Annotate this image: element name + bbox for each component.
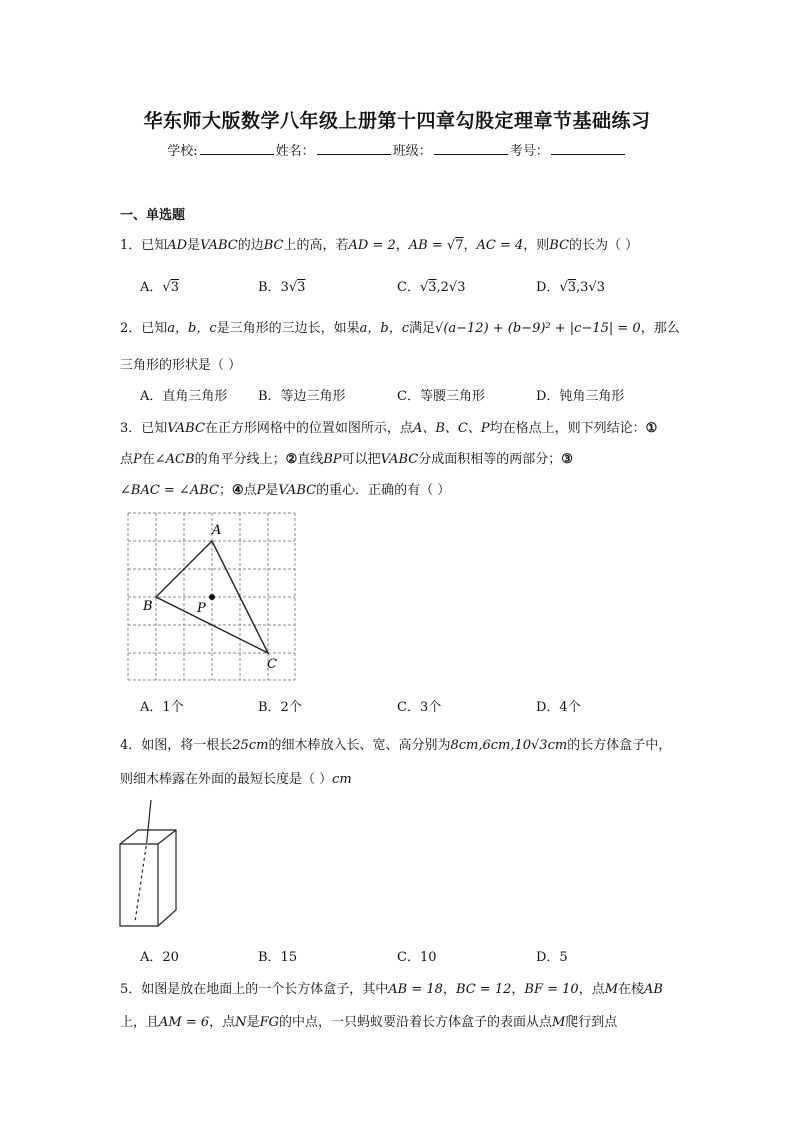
q4-length: 25cm [232,738,269,753]
q5-stem-line2 [120,1011,617,1030]
q2-option-b[interactable]: B．等边三角形 [258,389,346,404]
q3-text: 可以把 [341,452,381,467]
q3-text: 分成面积相等的两部分； [418,452,562,467]
q1-text: 上的高，若 [283,238,349,253]
q1-text: ，则 [523,238,550,253]
q2-formula: √(a−12) + (b−9)² + |c−15| = 0 [435,321,641,336]
q1-condition: AC = 4 [476,238,524,253]
q5-text: 5．如图是放在地面上的一个长方体盒子，其中 [120,982,389,997]
option-radicand: 3 [567,280,577,295]
q3-angle: ∠ACB [154,452,195,467]
q2-vars: a，b，c [359,321,410,336]
q5-stem-line1 [120,978,663,997]
q1-option-c[interactable] [397,276,466,295]
q1-sep: ， [395,238,409,253]
q1-option-d[interactable] [536,276,605,295]
q5-sep: ， [442,982,456,997]
q4-option-c[interactable]: C．10 [397,950,437,965]
sqrt-icon: √ [446,238,456,253]
q3-text: 的角平分线上； [194,452,286,467]
q5-text: ，点 [578,982,605,997]
q5-var: AB [644,982,663,997]
q3-option-c[interactable]: C．3个 [397,700,442,715]
q3-text: 均在格点上，则下列结论： [489,421,646,436]
label-c: C [267,657,277,672]
q2-text: ，那么 [640,321,680,336]
option-label: A． [140,280,163,295]
q4-box-figure [118,798,182,928]
name-label: 姓名： [275,144,315,159]
q5-text: 上，且 [120,1015,160,1030]
q3-option-d[interactable]: D．4个 [536,700,581,715]
q1-sep: ， [463,238,477,253]
q3-triangle: VABC [380,452,419,467]
q5-var: FG [259,1015,279,1030]
q2-option-c[interactable]: C．等腰三角形 [397,389,485,404]
q1-text: 1．已知 [120,238,168,253]
q3-grid-figure [127,512,297,684]
student-info-line [0,140,794,159]
q1-option-b[interactable] [258,276,305,295]
q3-option-b[interactable]: B．2个 [258,700,302,715]
q3-var: BP [323,452,342,467]
q2-text: 2．已知 [120,321,168,336]
q5-text: 是 [246,1015,260,1030]
q1-var: BC [263,238,284,253]
q3-triangle: VABC [278,483,317,498]
q1-condition: AD = 2 [348,238,396,253]
q4-text: 的细木棒放入长、宽、高分别为 [268,738,451,753]
sqrt-icon: √ [288,280,298,295]
q3-text: 在正方形网格中的位置如图所示，点 [204,421,413,436]
stick-visible [147,800,151,840]
q3-text: 在 [141,452,155,467]
section-title: 一、单选题 [120,208,186,223]
q3-text: 的重心．正确的有（ ） [316,483,451,498]
q2-text: 满足 [409,321,436,336]
q3-text: ； [218,483,232,498]
q3-marker: ④ [231,483,244,498]
q5-text: 在棱 [618,982,645,997]
q5-condition: AB = 18 [388,982,443,997]
q1-var: BC [549,238,570,253]
q5-condition: AM = 6 [159,1015,210,1030]
label-a: A [212,523,222,538]
option-radicand: 3 [170,280,179,295]
q3-var: P [256,483,266,498]
q5-text: 的中点，一只蚂蚁要沿着长方体盒子的表面从点 [278,1015,552,1030]
q3-text: 3．已知 [120,421,168,436]
q4-stem-line2 [120,768,352,787]
q3-text: 直线 [297,452,324,467]
stick-hidden [135,840,147,922]
q1-text: 的边 [237,238,264,253]
q3-marker: ② [285,452,298,467]
q5-text: 爬行到点 [565,1015,618,1030]
sqrt-icon: √ [162,280,171,295]
q3-stem-line2 [120,448,573,467]
q5-var: M [551,1015,566,1030]
q5-var: N [235,1015,247,1030]
name-blank[interactable] [317,142,391,155]
sqrt-icon: √ [419,280,429,295]
q3-text: 点 [120,452,134,467]
q5-sep: ， [511,982,525,997]
q4-option-a[interactable]: A．20 [140,950,179,965]
option-label: B． [258,280,281,295]
q3-marker: ① [645,421,658,436]
q5-text: ，点 [209,1015,236,1030]
q1-option-a[interactable] [140,276,179,295]
school-label: 学校: [167,144,198,159]
q4-stem-line1 [120,734,671,753]
q1-stem [120,234,638,253]
q3-marker: ③ [561,452,573,467]
q5-var: M [604,982,619,997]
class-label: 班级： [392,144,432,159]
number-blank[interactable] [551,142,625,155]
q3-triangle: VABC [167,421,205,436]
box-front-face [120,844,158,926]
q1-triangle: VABC [200,238,238,253]
q1-var: AD [167,238,188,253]
q5-condition: BF = 10 [524,982,579,997]
q3-text: 是 [265,483,279,498]
q5-condition: BC = 12 [455,982,512,997]
q4-unit: cm [332,772,352,787]
label-b: B [143,599,153,614]
q3-angle: ∠BAC = ∠ABC [120,483,219,498]
sqrt-icon: √ [559,280,568,295]
q3-stem-line1 [120,417,657,436]
page-title: 华东师大版数学八年级上册第十四章勾股定理章节基础练习 [143,110,651,132]
q2-vars: a，b，c [167,321,217,336]
q2-option-d[interactable]: D．钝角三角形 [536,389,625,404]
q3-option-a[interactable]: A．1个 [140,700,184,715]
q4-option-d[interactable]: D．5 [536,950,568,965]
point-p [209,594,215,600]
q3-text: 点 [243,483,257,498]
q2-text: 是三角形的三边长，如果 [216,321,360,336]
class-blank[interactable] [434,142,508,155]
q2-stem-line1 [120,317,680,336]
option-label: D． [536,280,560,295]
q3-var: P [133,452,142,467]
option-radicand: 3 [297,280,306,295]
q4-option-b[interactable]: B．15 [258,950,298,965]
q4-text: 则细木棒露在外面的最短长度是（ ） [120,772,333,787]
q1-text: 是 [187,238,201,253]
q1-condition: AB = [408,238,447,253]
q1-text: 的长为（ ） [569,238,639,253]
q2-stem-line2: 三角形的形状是（ ） [120,358,242,373]
q3-points: A、B、C、P [412,421,490,436]
option-radicand: 3 [428,280,437,295]
q3-stem-line3 [120,479,450,498]
school-blank[interactable] [200,142,274,155]
option-rest: ,2√3 [436,280,466,295]
q4-dims: 8cm,6cm,10√3cm [450,738,568,753]
q1-radicand: 7 [455,238,464,253]
label-p: P [197,601,206,616]
option-coef: 3 [280,280,289,295]
number-label: 考号： [509,144,549,159]
q4-text: 4．如图，将一根长 [120,738,233,753]
box-top-edge [158,830,176,844]
q2-option-a[interactable]: A．直角三角形 [140,389,228,404]
option-rest: ,3√3 [576,280,605,295]
q4-text: 的长方体盒子中， [567,738,672,753]
option-label: C． [397,280,420,295]
